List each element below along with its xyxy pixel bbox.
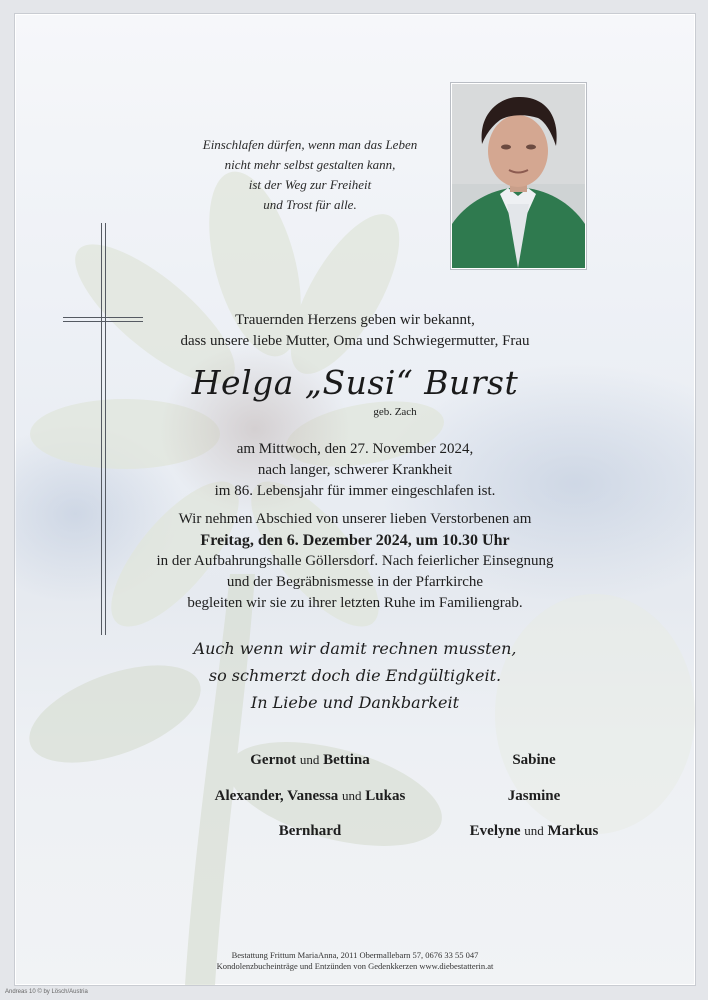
death-line: am Mittwoch, den 27. November 2024, [236,441,474,457]
mourner-name: Evelyne [469,823,521,839]
mourner-entry [180,823,440,840]
farewell-line: begleiten wir sie zu ihrer letzten Ruhe im Familiengrab. [187,595,523,611]
obituary-card [14,13,696,986]
funeral-home-footer [15,950,695,972]
announcement-intro [15,310,695,352]
mourner-name: Markus [547,823,599,839]
death-line: im 86. Lebensjahr für immer eingeschlafen ist. [214,483,496,499]
mourner-name: Sabine [512,752,556,768]
portrait-image [452,84,585,268]
funeral-date: Freitag, den 6. Dezember 2024, um 10.30 Uhr [200,532,510,549]
closing-line: so schmerzt doch die Endgültigkeit. [208,666,502,685]
intro-line: dass unsere liebe Mutter, Oma und Schwiegermutter, Frau [180,333,530,349]
funeral-details [15,509,695,614]
portrait-photo [451,83,586,269]
mourner-entry [404,823,664,840]
mourner-entry [404,752,664,769]
closing-quote [15,635,695,716]
quote-line: nicht mehr selbst gestalten kann, [224,157,396,172]
mourner-name: Alexander, Vanessa [214,788,339,804]
and-word: und [299,752,320,767]
mourner-name: Jasmine [507,788,561,804]
quote-line: und Trost für alle. [263,197,357,212]
mourner-name: Lukas [365,788,406,804]
death-details [15,439,695,502]
mourner-name: Gernot [250,752,297,768]
mourner-name: Bettina [323,752,370,768]
farewell-line: Wir nehmen Abschied von unserer lieben Verstorbenen am [178,511,532,527]
mourner-entry [180,788,440,805]
closing-line: Auch wenn wir damit rechnen mussten, [193,639,517,658]
and-word: und [524,823,544,838]
quote-line: ist der Weg zur Freiheit [248,177,372,192]
template-credit: Andreas 10 © by Lösch/Austria [5,989,88,995]
opening-quote [165,135,455,215]
and-word: und [342,788,362,803]
deceased-name: Helga „Susi“ Burst [191,363,519,402]
footer-line: Bestattung Frittum MariaAnna, 2011 Obermallebarn 57, 0676 33 55 047 [231,950,479,960]
intro-line: Trauernden Herzens geben wir bekannt, [235,312,475,328]
death-line: nach langer, schwerer Krankheit [257,462,453,478]
mourner-name: Bernhard [278,823,342,839]
maiden-name: geb. Zach [373,406,417,418]
mourner-entry [404,788,664,805]
closing-line: In Liebe und Dankbarkeit [250,693,460,712]
mourner-entry [180,752,440,769]
quote-line: Einschlafen dürfen, wenn man das Leben [202,137,418,152]
footer-line: Kondolenzbucheinträge und Entzünden von Gedenkkerzen www.diebestatterin.at [216,961,494,971]
farewell-line: in der Aufbahrungshalle Göllersdorf. Nach feierlicher Einsegnung [156,553,554,569]
farewell-line: und der Begräbnismesse in der Pfarrkirche [226,574,484,590]
